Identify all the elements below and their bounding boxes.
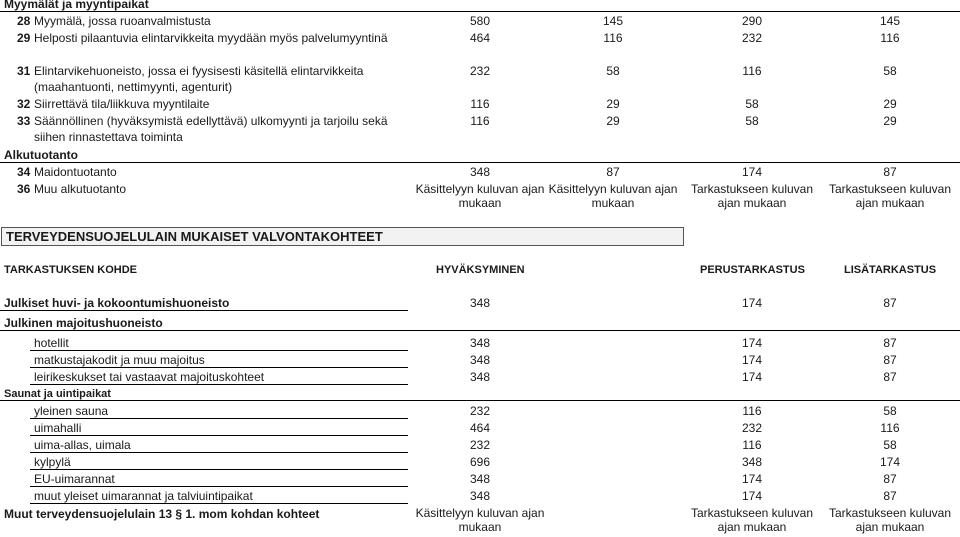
cell-value: 116 xyxy=(880,31,900,45)
cell-value: 116 xyxy=(603,31,623,45)
divider xyxy=(0,162,960,163)
cell-value: 348 xyxy=(469,489,491,503)
cell-value: 58 xyxy=(883,64,897,78)
cell-value: 116 xyxy=(470,114,490,128)
cell-value: 116 xyxy=(742,64,762,78)
cell-value: 348 xyxy=(469,336,491,350)
group-title-saunat: Saunat ja uintipaikat xyxy=(4,388,111,400)
cell-value: 116 xyxy=(742,404,762,418)
cell-value: 58 xyxy=(745,97,759,111)
cell-value: 29 xyxy=(883,114,897,128)
divider xyxy=(30,435,408,436)
divider xyxy=(30,418,408,419)
row-label: Säännöllinen (hyväksymistä edellyttävä) ulkomyynti ja tarjoilu sekä xyxy=(34,114,388,128)
row-number: 29 xyxy=(17,31,31,45)
row-label: Myymälä, jossa ruoanvalmistusta xyxy=(34,14,211,28)
row-label-continued: (maahantuonti, nettimyynti, agenturit) xyxy=(34,80,233,94)
divider xyxy=(0,330,960,331)
cell-value: 116 xyxy=(470,97,490,111)
cell-value: 87 xyxy=(883,472,897,486)
row-label: uima-allas, uimala xyxy=(34,438,131,452)
row-number: 34 xyxy=(17,165,31,179)
row-label: uimahalli xyxy=(34,421,82,435)
cell-value: 145 xyxy=(602,14,624,28)
cell-value: 464 xyxy=(469,31,491,45)
section-title-alkutuotanto: Alkutuotanto xyxy=(4,148,78,162)
cell-value: 348 xyxy=(469,296,491,310)
row-label: Muu alkutuotanto xyxy=(34,182,127,196)
cell-value: 232 xyxy=(741,421,763,435)
cell-value: 174 xyxy=(741,165,763,179)
divider xyxy=(30,503,408,504)
cell-value: 348 xyxy=(469,472,491,486)
cell-value: 290 xyxy=(741,14,763,28)
cell-value: Tarkastukseen kuluvan ajan mukaan xyxy=(690,506,814,534)
cell-value: 87 xyxy=(883,165,897,179)
cell-value: 58 xyxy=(883,438,897,452)
cell-value: 348 xyxy=(469,370,491,384)
header-hyvaksyminen: HYVÄKSYMINEN xyxy=(436,264,525,276)
cell-value: 174 xyxy=(741,336,763,350)
divider xyxy=(30,350,408,351)
row-number: 32 xyxy=(17,97,31,111)
cell-value: 87 xyxy=(883,296,897,310)
divider xyxy=(30,452,408,453)
row-number: 36 xyxy=(17,182,31,196)
divider xyxy=(30,367,408,368)
cell-value: 232 xyxy=(469,404,491,418)
cell-value: 145 xyxy=(879,14,901,28)
cell-value: 87 xyxy=(883,489,897,503)
group-title-majoitus: Julkinen majoitushuoneisto xyxy=(4,316,163,330)
cell-value: Käsittelyyn kuluvan ajan mukaan xyxy=(415,182,545,210)
cell-value: Tarkastukseen kuluvan ajan mukaan xyxy=(828,182,952,210)
cell-value: 87 xyxy=(883,336,897,350)
row-label: yleinen sauna xyxy=(34,404,109,418)
cell-value: 348 xyxy=(469,165,491,179)
row-label: leirikeskukset tai vastaavat majoituskohteet xyxy=(34,370,265,384)
cell-value: 87 xyxy=(883,353,897,367)
row-label: Julkiset huvi- ja kokoontumishuoneisto xyxy=(4,296,230,310)
cell-value: 87 xyxy=(606,165,620,179)
cell-value: 174 xyxy=(741,296,763,310)
cell-value: 348 xyxy=(469,353,491,367)
row-label: Helposti pilaantuvia elintarvikkeita myydään myös palvelumyyntinä xyxy=(34,31,388,45)
cell-value: 87 xyxy=(883,370,897,384)
row-number: 31 xyxy=(17,64,31,78)
divider xyxy=(30,384,408,385)
cell-value: 232 xyxy=(741,31,763,45)
divider xyxy=(30,469,408,470)
cell-value: 58 xyxy=(883,404,897,418)
cell-value: 29 xyxy=(883,97,897,111)
section-title-terveydensuojelu: TERVEYDENSUOJELULAIN MUKAISET VALVONTAKOHTEET xyxy=(6,229,383,244)
row-number: 28 xyxy=(17,14,31,28)
cell-value: 174 xyxy=(741,370,763,384)
cell-value: 232 xyxy=(469,438,491,452)
divider xyxy=(30,486,408,487)
cell-value: 232 xyxy=(469,64,491,78)
header-perustarkastus: PERUSTARKASTUS xyxy=(700,264,805,276)
section-title-myymalat: Myymälät ja myyntipaikat xyxy=(4,0,149,11)
cell-value: 696 xyxy=(469,455,491,469)
cell-value: 174 xyxy=(879,455,901,469)
cell-value: Tarkastukseen kuluvan ajan mukaan xyxy=(690,182,814,210)
row-label: hotellit xyxy=(34,336,69,350)
row-label-continued: siihen rinnastettava toiminta xyxy=(34,130,183,144)
cell-value: 174 xyxy=(741,489,763,503)
divider xyxy=(0,310,408,311)
header-kohde: TARKASTUKSEN KOHDE xyxy=(4,264,138,276)
row-label: EU-uimarannat xyxy=(34,472,115,486)
row-label: Maidontuotanto xyxy=(34,165,117,179)
cell-value: 58 xyxy=(606,64,620,78)
row-label: Elintarvikehuoneisto, jossa ei fyysisesti käsitellä elintarvikkeita xyxy=(34,64,364,78)
cell-value: 58 xyxy=(745,114,759,128)
row-number: 33 xyxy=(17,114,31,128)
row-label: Muut terveydensuojelulain 13 § 1. mom kohdan kohteet xyxy=(4,507,320,521)
cell-value: 116 xyxy=(880,421,900,435)
cell-value: Tarkastukseen kuluvan ajan mukaan xyxy=(828,506,952,534)
cell-value: 348 xyxy=(741,455,763,469)
cell-value: 116 xyxy=(742,438,762,452)
cell-value: 174 xyxy=(741,353,763,367)
cell-value: 29 xyxy=(606,114,620,128)
row-label: Siirrettävä tila/liikkuva myyntilaite xyxy=(34,97,210,111)
cell-value: 174 xyxy=(741,472,763,486)
divider xyxy=(0,11,960,12)
cell-value: 464 xyxy=(469,421,491,435)
row-label: kylpylä xyxy=(34,455,71,469)
header-lisatarkastus: LISÄTARKASTUS xyxy=(844,264,937,276)
row-label: muut yleiset uimarannat ja talviuintipaikat xyxy=(34,489,253,503)
cell-value: Käsittelyyn kuluvan ajan mukaan xyxy=(415,506,545,534)
divider xyxy=(0,400,960,401)
cell-value: 580 xyxy=(469,14,491,28)
cell-value: 29 xyxy=(606,97,620,111)
cell-value: Käsittelyyn kuluvan ajan mukaan xyxy=(548,182,678,210)
row-label: matkustajakodit ja muu majoitus xyxy=(34,353,205,367)
